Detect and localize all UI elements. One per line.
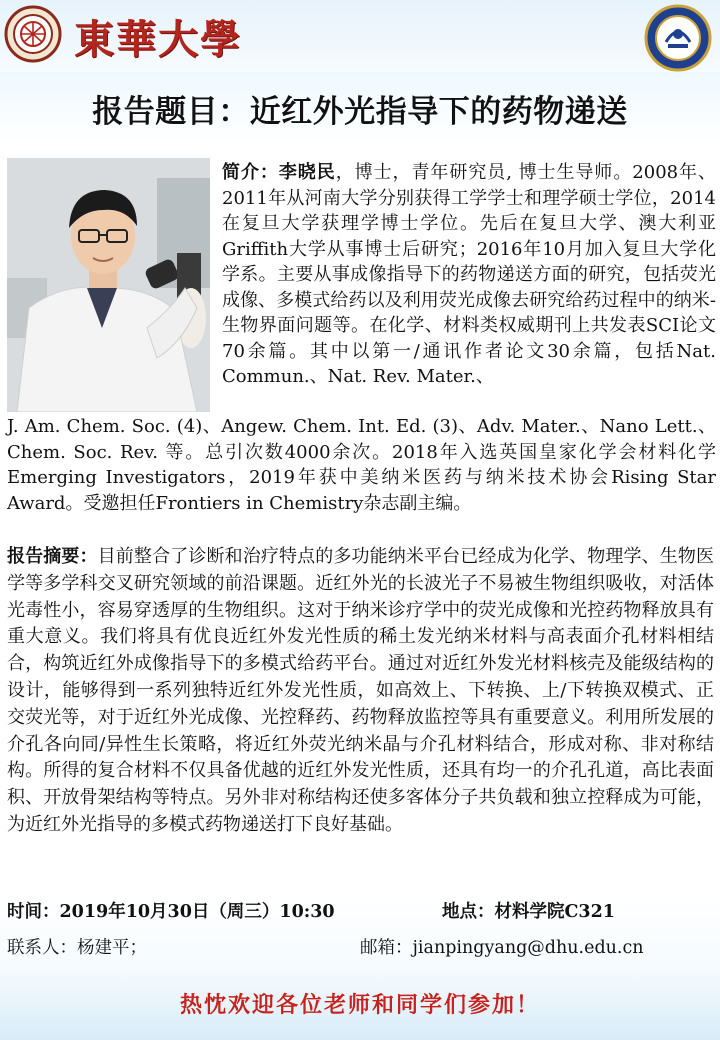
abstract-paragraph — [7, 544, 714, 839]
speaker-photo — [7, 158, 210, 412]
intro-text-side: ，博士，青年研究员, 博士生导师。2008年、2011年从河南大学分别获得工学学士和理学硕士学位，2014在复旦大学获理学博士学位。先后在复旦大学、澳大利亚Griffith大学从事博士后研究；2016年10月加入复旦大学化学系。主要从事成像指导下的药物递送方面的研究，包括荧光成像、多模式给药以及利用荧光成像去研究给药过程中的纳米-生物界面问题等。在化学、材料类权威期刊上共发表SCI论文70余篇。其中以第一/通讯作者论文30余篇，包括Nat. Commun.、Nat. Rev. Mater.、 — [222, 162, 716, 387]
talk-time: 时间：2019年10月30日（周三）10:30 — [7, 902, 335, 922]
welcome-message: 热忱欢迎各位老师和同学们参加！ — [179, 992, 540, 1018]
page-title: 报告题目：近红外光指导下的药物递送 — [92, 94, 628, 130]
college-seal-icon — [644, 4, 712, 72]
abstract-text: 目前整合了诊断和治疗特点的多功能纳米平台已经成为化学、物理学、生物医学等多学科交叉研究领域的前沿课题。近红外光的长波光子不易被生物组织吸收，对活体光毒性小，容易穿透厚的生物组织。这对于纳米诊疗学中的荧光成像和光控药物释放具有重大意义。我们将具有优良近红外发光性质的稀土发光纳米材料与高表面介孔材料相结合，构筑近红外成像指导下的多模式给药平台。通过对近红外发光材料核壳及能级结构的设计，能够得到一系列独特近红外发光性质，如高效上、下转换、上/下转换双模式、正交荧光等，对于近红外光成像、光控释药、药物释放监控等具有重要意义。利用所发展的介孔各向同/异性生长策略，将近红外荧光纳米晶与介孔材料结合，形成对称、非对称结构。所得的复合材料不仅具备优越的近红外发光性质，还具有均一的介孔孔道，高比表面积、开放骨架结构等特点。另外非对称结构还使多客体分子共负载和独立控释成为可能，为近红外光指导的多模式药物递送打下良好基础。 — [7, 546, 715, 835]
contact-email: 邮箱：jianpingyang@dhu.edu.cn — [360, 938, 644, 958]
talk-place: 地点：材料学院C321 — [442, 902, 615, 922]
intro-paragraph-full: J. Am. Chem. Soc. (4)、Angew. Chem. Int. Ed. (3)、Adv. Mater.、Nano Lett.、Chem. Soc. Rev. 等。总引次数4000余次。2018年入选英国皇家化学会材料化学Emerging Investigators，2019年获中美纳米医药与纳米技术协会Rising Star Award。受邀担任Frontiers in Chemistry杂志副主编。 — [7, 416, 716, 514]
contact-person: 联系人：杨建平； — [7, 938, 147, 958]
speaker-name: 李晓民 — [278, 162, 336, 183]
intro-paragraph-side — [222, 160, 716, 390]
abstract-label: 报告摘要： — [7, 546, 98, 567]
university-seal-icon — [4, 5, 62, 63]
university-wordmark: 東華大學 — [74, 16, 242, 63]
intro-label: 简介： — [222, 162, 279, 183]
